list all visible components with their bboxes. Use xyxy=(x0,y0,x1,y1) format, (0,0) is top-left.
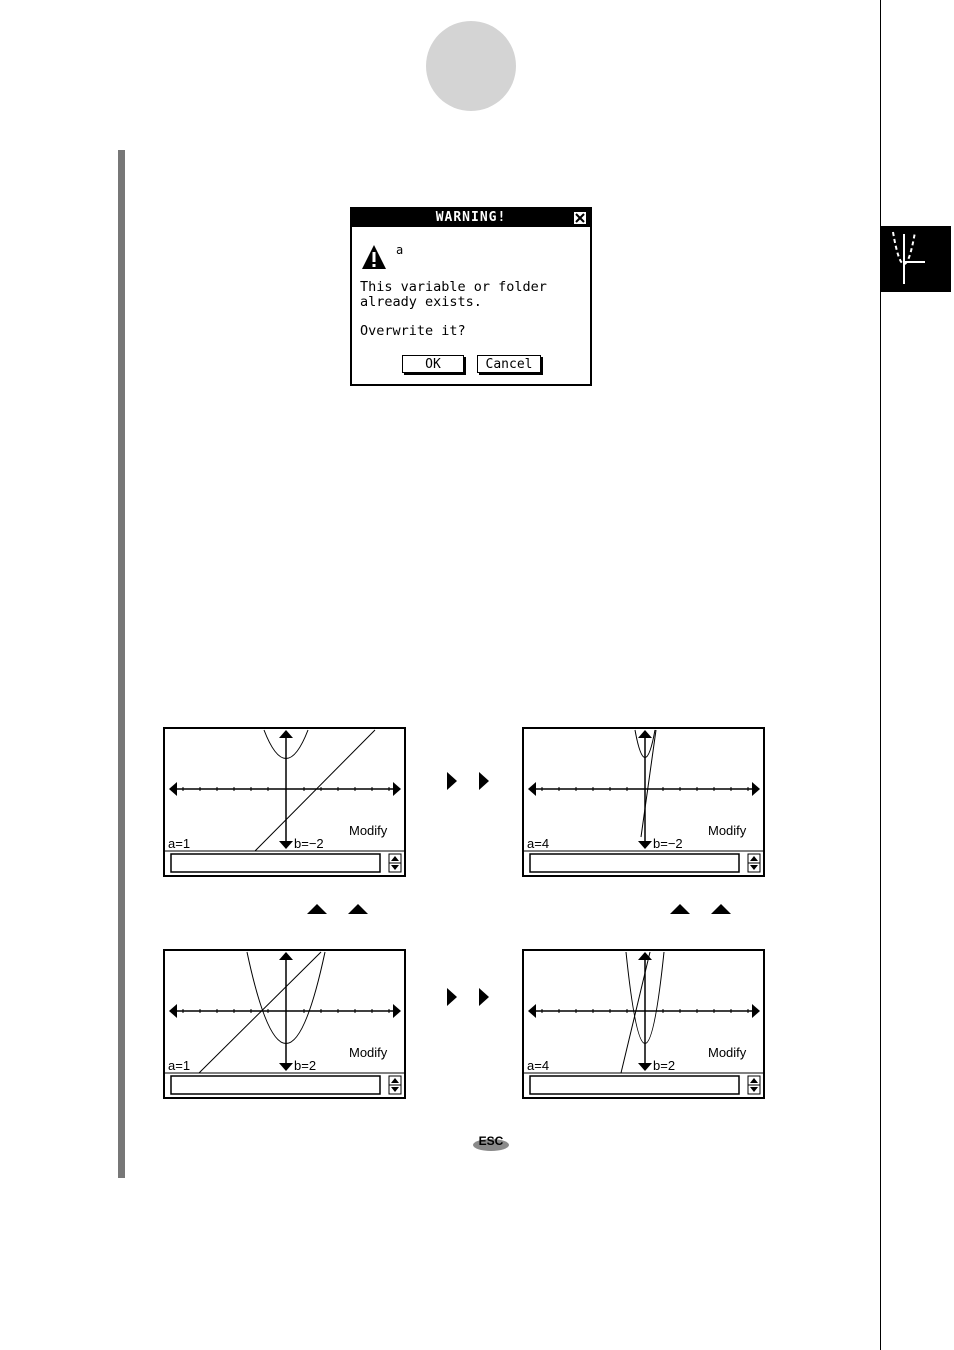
cursor-right-icon xyxy=(447,772,457,790)
cursor-right-icon xyxy=(479,988,489,1006)
dialog-message-line1: This variable or folder xyxy=(360,279,547,295)
cursor-right-icon xyxy=(447,988,457,1006)
cursor-up-icon xyxy=(307,904,327,914)
a-value-label: a=4 xyxy=(527,1058,550,1073)
graph-screen-3 xyxy=(163,949,406,1099)
mode-label: Modify xyxy=(349,1045,388,1060)
parabola-graph-icon xyxy=(881,226,951,292)
dialog-message-line2: already exists. xyxy=(360,294,482,310)
dialog-title: WARNING! xyxy=(352,209,590,227)
a-value-label: a=4 xyxy=(527,836,550,851)
warning-triangle-icon xyxy=(360,243,388,271)
dialog-question: Overwrite it? xyxy=(360,323,466,339)
mode-label: Modify xyxy=(708,823,747,838)
graph-screen-1 xyxy=(163,727,406,877)
cursor-up-icon xyxy=(670,904,690,914)
b-value-label: b=2 xyxy=(294,1058,317,1073)
graph-window xyxy=(163,727,406,877)
step-bar xyxy=(118,150,125,1178)
esc-key-label: ESC xyxy=(478,1134,504,1148)
variable-name: a xyxy=(396,243,404,257)
cursor-right-icon xyxy=(479,772,489,790)
ok-button[interactable]: OK xyxy=(402,355,464,373)
mode-label: Modify xyxy=(708,1045,747,1060)
b-value-label: b=2 xyxy=(653,1058,676,1073)
cancel-button[interactable]: Cancel xyxy=(477,355,541,373)
graph-screen-2 xyxy=(522,727,765,877)
cursor-up-icon xyxy=(711,904,731,914)
close-icon[interactable] xyxy=(573,211,587,225)
b-value-label: b=−2 xyxy=(294,836,324,851)
esc-key-icon xyxy=(472,1129,510,1153)
b-value-label: b=−2 xyxy=(653,836,683,851)
cursor-up-icon xyxy=(348,904,368,914)
a-value-label: a=1 xyxy=(168,836,191,851)
graph-window xyxy=(163,949,406,1099)
page-number-marker xyxy=(426,21,516,111)
warning-dialog xyxy=(350,207,592,386)
margin-rule xyxy=(880,0,881,1350)
chapter-tab xyxy=(881,226,951,292)
a-value-label: a=1 xyxy=(168,1058,191,1073)
graph-window xyxy=(522,949,765,1099)
mode-label: Modify xyxy=(349,823,388,838)
graph-window xyxy=(522,727,765,877)
graph-screen-4 xyxy=(522,949,765,1099)
